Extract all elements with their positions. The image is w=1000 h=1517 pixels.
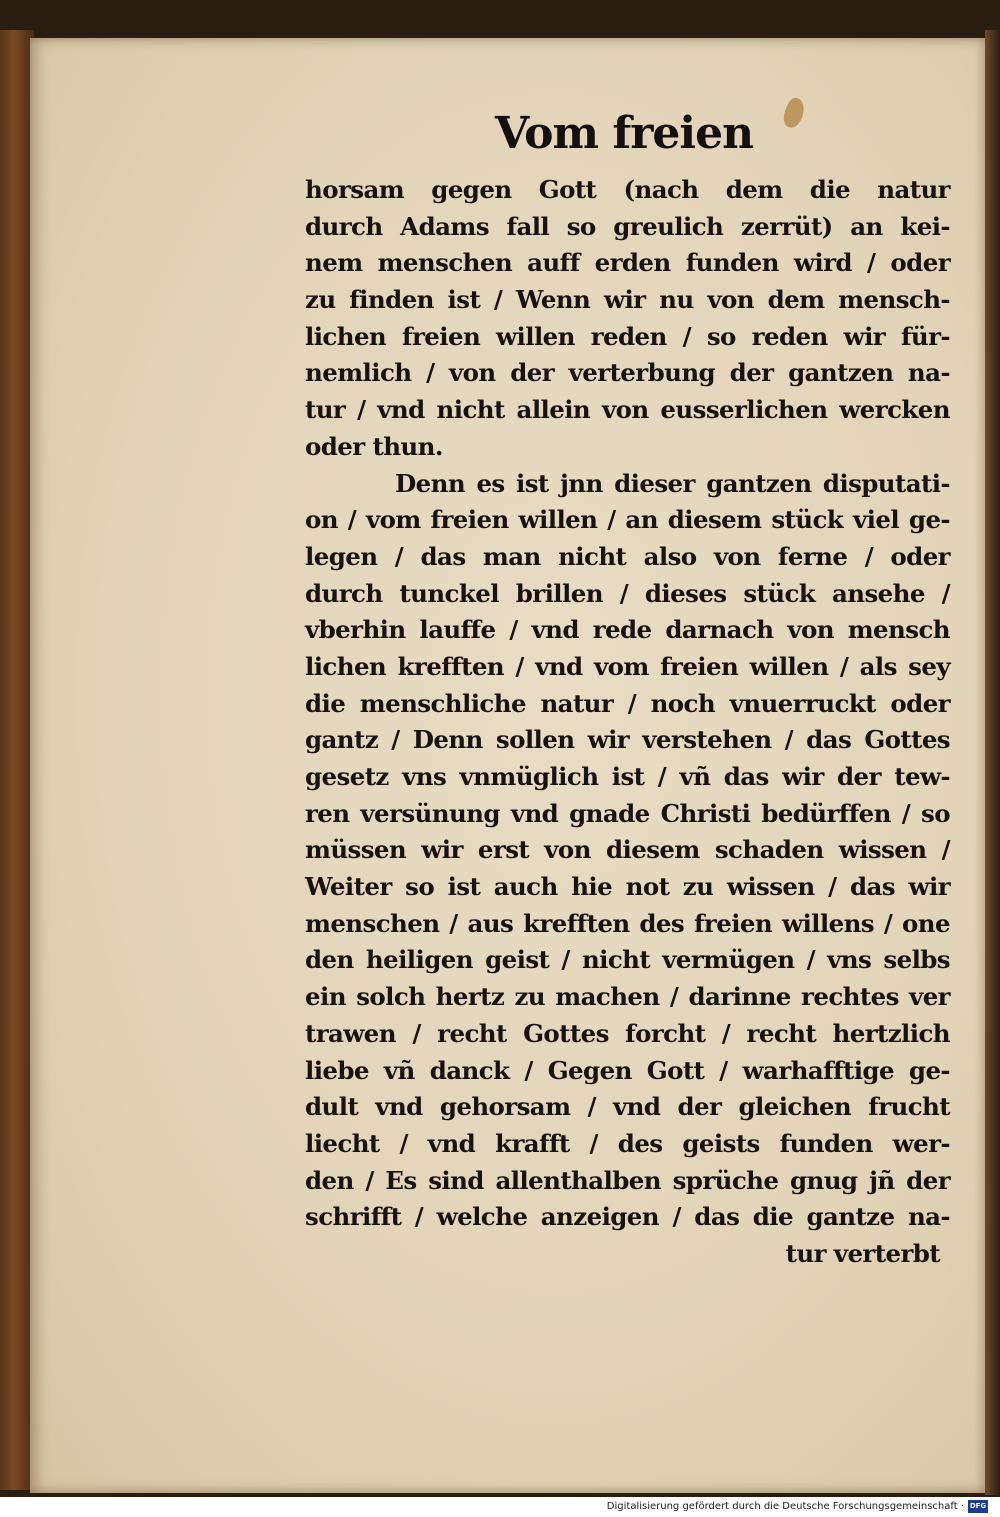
text-line: Weiter so ist auch hie not zu wissen / das wir xyxy=(305,872,950,902)
text-line: ein solch hertz zu machen / darinne rechtes ver xyxy=(305,982,950,1012)
catchword: tur verterbt xyxy=(785,1238,940,1268)
text-line: durch Adams fall so greulich zerrüt) an kei- xyxy=(305,211,950,241)
text-line: Denn es ist jnn dieser gantzen disputati- xyxy=(395,468,950,498)
text-line: liebe vñ danck / Gegen Gott / warhafftige ge- xyxy=(305,1055,950,1085)
book-binding-edge xyxy=(0,30,34,1490)
text-line: die menschliche natur / noch vnuerruckt oder xyxy=(305,688,950,718)
text-line: schrifft / welche anzeigen / das die gantze na- xyxy=(305,1202,950,1232)
text-line: zu finden ist / Wenn wir nu von dem mensch- xyxy=(305,285,950,315)
text-line: oder thun. xyxy=(305,431,443,461)
body-text xyxy=(305,172,950,1273)
text-line: lichen krefften / vnd vom freien willen / als sey xyxy=(305,651,950,681)
text-line: lichen freien willen reden / so reden wir für- xyxy=(305,321,950,351)
text-line: nemlich / von der verterbung der gantzen na- xyxy=(305,358,950,388)
text-line: tur / vnd nicht allein von eusserlichen wercken xyxy=(305,395,950,425)
text-line: ren versünung vnd gnade Christi bedürffen / so xyxy=(305,798,950,828)
text-line: trawen / recht Gottes forcht / recht hertzlich xyxy=(305,1018,950,1048)
text-line: nem menschen auff erden funden wird / oder xyxy=(305,248,950,278)
text-line: den / Es sind allenthalben sprüche gnug jñ der xyxy=(305,1165,950,1195)
text-line: gesetz vns vnmüglich ist / vñ das wir der tew- xyxy=(305,762,950,791)
footer-credit: Digitalisierung gefördert durch die Deutsche Forschungsgemeinschaft · xyxy=(606,1501,964,1512)
page-right-edge xyxy=(985,30,1000,1495)
text-line: legen / das man nicht also von ferne / oder xyxy=(305,541,950,571)
text-line: on / vom freien willen / an diesem stück viel ge- xyxy=(305,505,950,535)
dfg-logo: DFG xyxy=(968,1500,988,1513)
text-line: liecht / vnd krafft / des geists funden wer- xyxy=(305,1128,950,1158)
text-line: gantz / Denn sollen wir verstehen / das Gottes xyxy=(305,725,950,755)
text-line: durch tunckel brillen / dieses stück ansehe / xyxy=(305,578,950,608)
running-header: Vom freien xyxy=(495,108,754,159)
text-line: müssen wir erst von diesem schaden wissen / xyxy=(305,835,950,865)
text-line: menschen / aus krefften des freien willens / one xyxy=(305,908,950,938)
text-line: dult vnd gehorsam / vnd der gleichen frucht xyxy=(305,1092,950,1122)
text-line: vberhin lauffe / vnd rede darnach von mensch xyxy=(305,615,950,645)
text-line: horsam gegen Gott (nach dem die natur xyxy=(305,175,950,204)
text-line: den heiligen geist / nicht vermügen / vns selbs xyxy=(305,945,950,975)
